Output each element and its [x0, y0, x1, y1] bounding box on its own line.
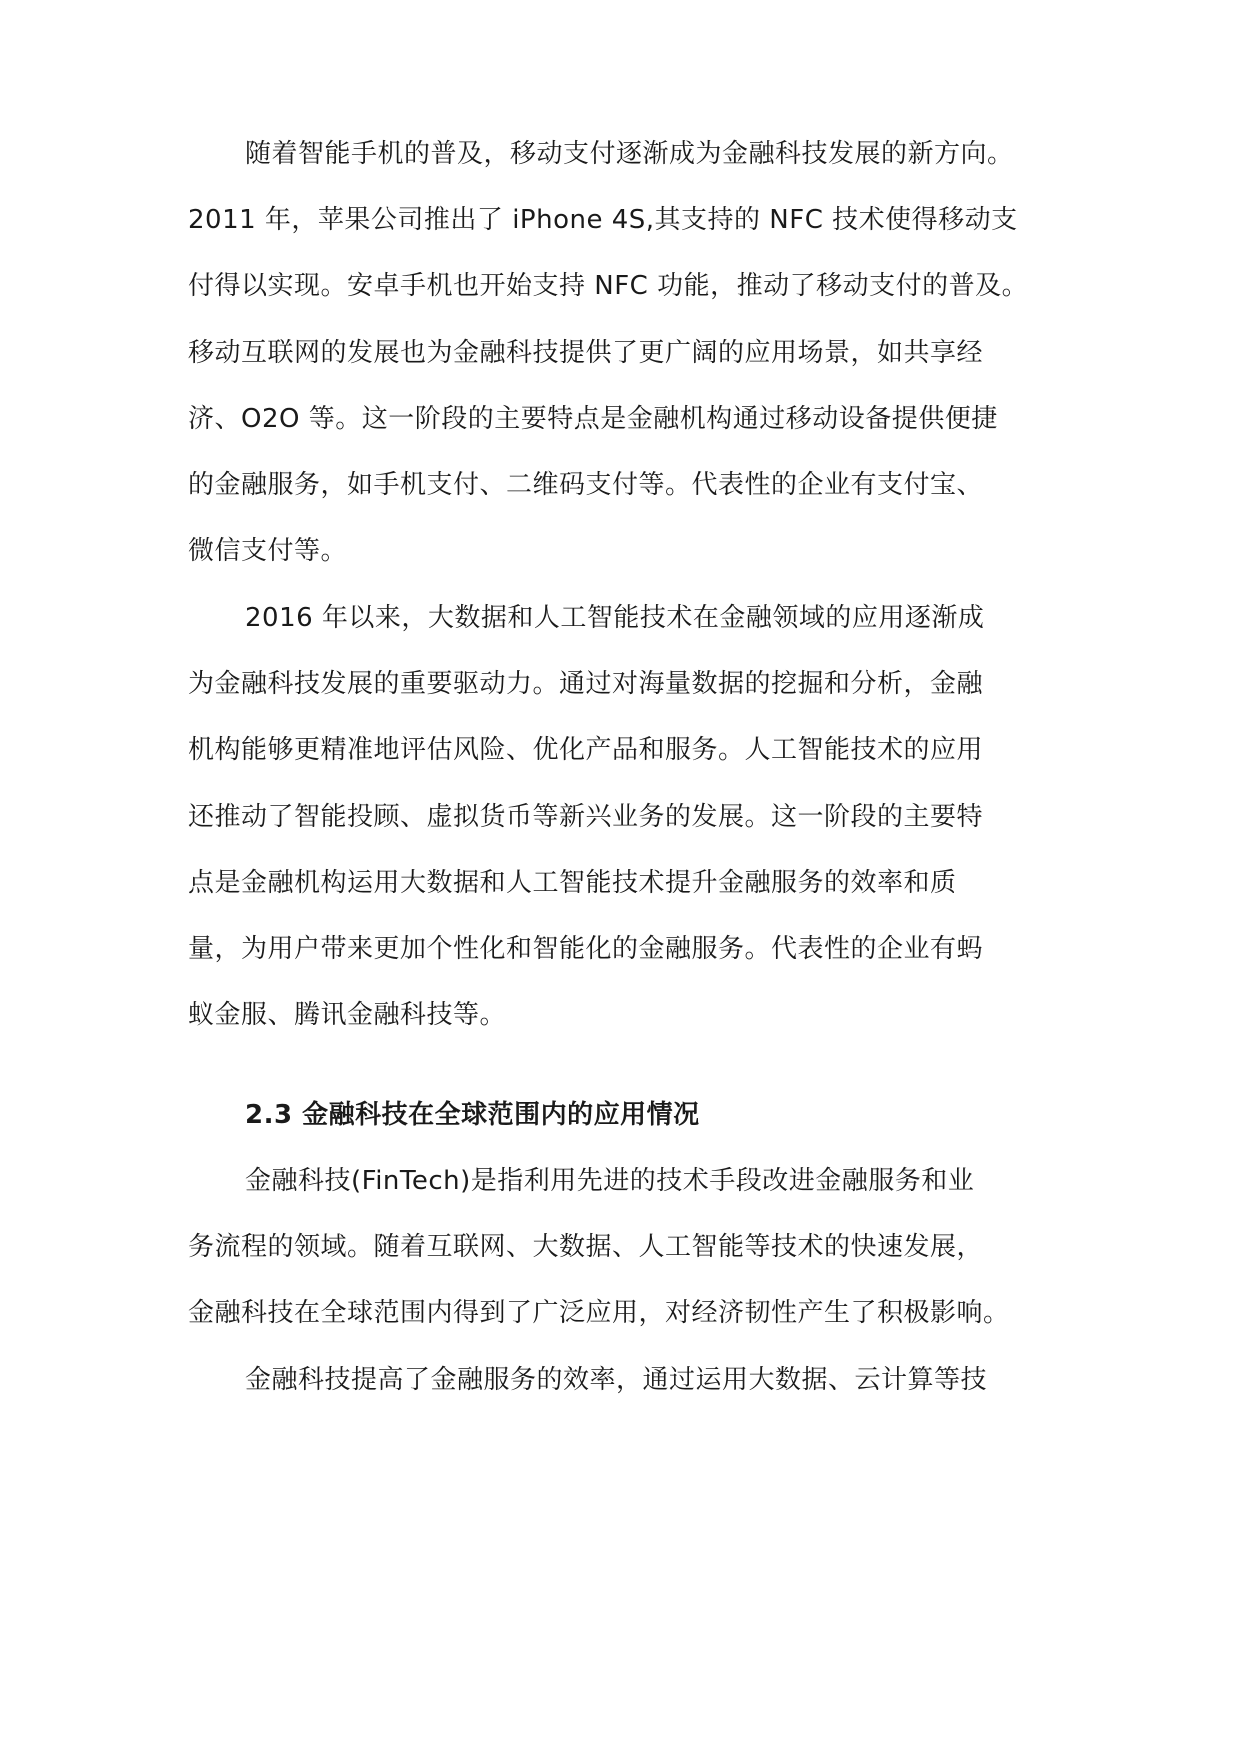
- paragraph-line: 随着智能手机的普及，移动支付逐渐成为金融科技发展的新方向。: [245, 139, 1014, 169]
- paragraph-line: 为金融科技发展的重要驱动力。通过对海量数据的挖掘和分析，金融: [188, 669, 984, 699]
- section-heading: 2.3 金融科技在全球范围内的应用情况: [245, 1100, 700, 1130]
- paragraph-line: 2011 年，苹果公司推出了 iPhone 4S,其支持的 NFC 技术使得移动支: [188, 205, 1018, 235]
- paragraph-line: 金融科技(FinTech)是指利用先进的技术手段改进金融服务和业: [245, 1166, 975, 1196]
- paragraph-line: 的金融服务，如手机支付、二维码支付等。代表性的企业有支付宝、: [188, 470, 984, 500]
- paragraph-line: 机构能够更精准地评估风险、优化产品和服务。人工智能技术的应用: [188, 735, 984, 765]
- paragraph-line: 济、O2O 等。这一阶段的主要特点是金融机构通过移动设备提供便捷: [188, 404, 998, 434]
- paragraph-line: 金融科技在全球范围内得到了广泛应用，对经济韧性产生了积极影响。: [188, 1298, 1010, 1328]
- paragraph-line: 付得以实现。安卓手机也开始支持 NFC 功能，推动了移动支付的普及。: [188, 271, 1029, 301]
- paragraph-line: 金融科技提高了金融服务的效率，通过运用大数据、云计算等技: [245, 1365, 988, 1395]
- paragraph-line: 量，为用户带来更加个性化和智能化的金融服务。代表性的企业有蚂: [188, 934, 984, 964]
- paragraph-line: 还推动了智能投顾、虚拟货币等新兴业务的发展。这一阶段的主要特: [188, 802, 984, 832]
- paragraph-line: 微信支付等。: [188, 536, 348, 566]
- paragraph-line: 蚁金服、腾讯金融科技等。: [188, 1000, 507, 1030]
- paragraph-line: 移动互联网的发展也为金融科技提供了更广阔的应用场景，如共享经: [188, 338, 984, 368]
- paragraph-line: 务流程的领域。随着互联网、大数据、人工智能等技术的快速发展，: [188, 1232, 984, 1262]
- paragraph-line: 点是金融机构运用大数据和人工智能技术提升金融服务的效率和质: [188, 868, 957, 898]
- paragraph-line: 2016 年以来，大数据和人工智能技术在金融领域的应用逐渐成: [245, 603, 985, 633]
